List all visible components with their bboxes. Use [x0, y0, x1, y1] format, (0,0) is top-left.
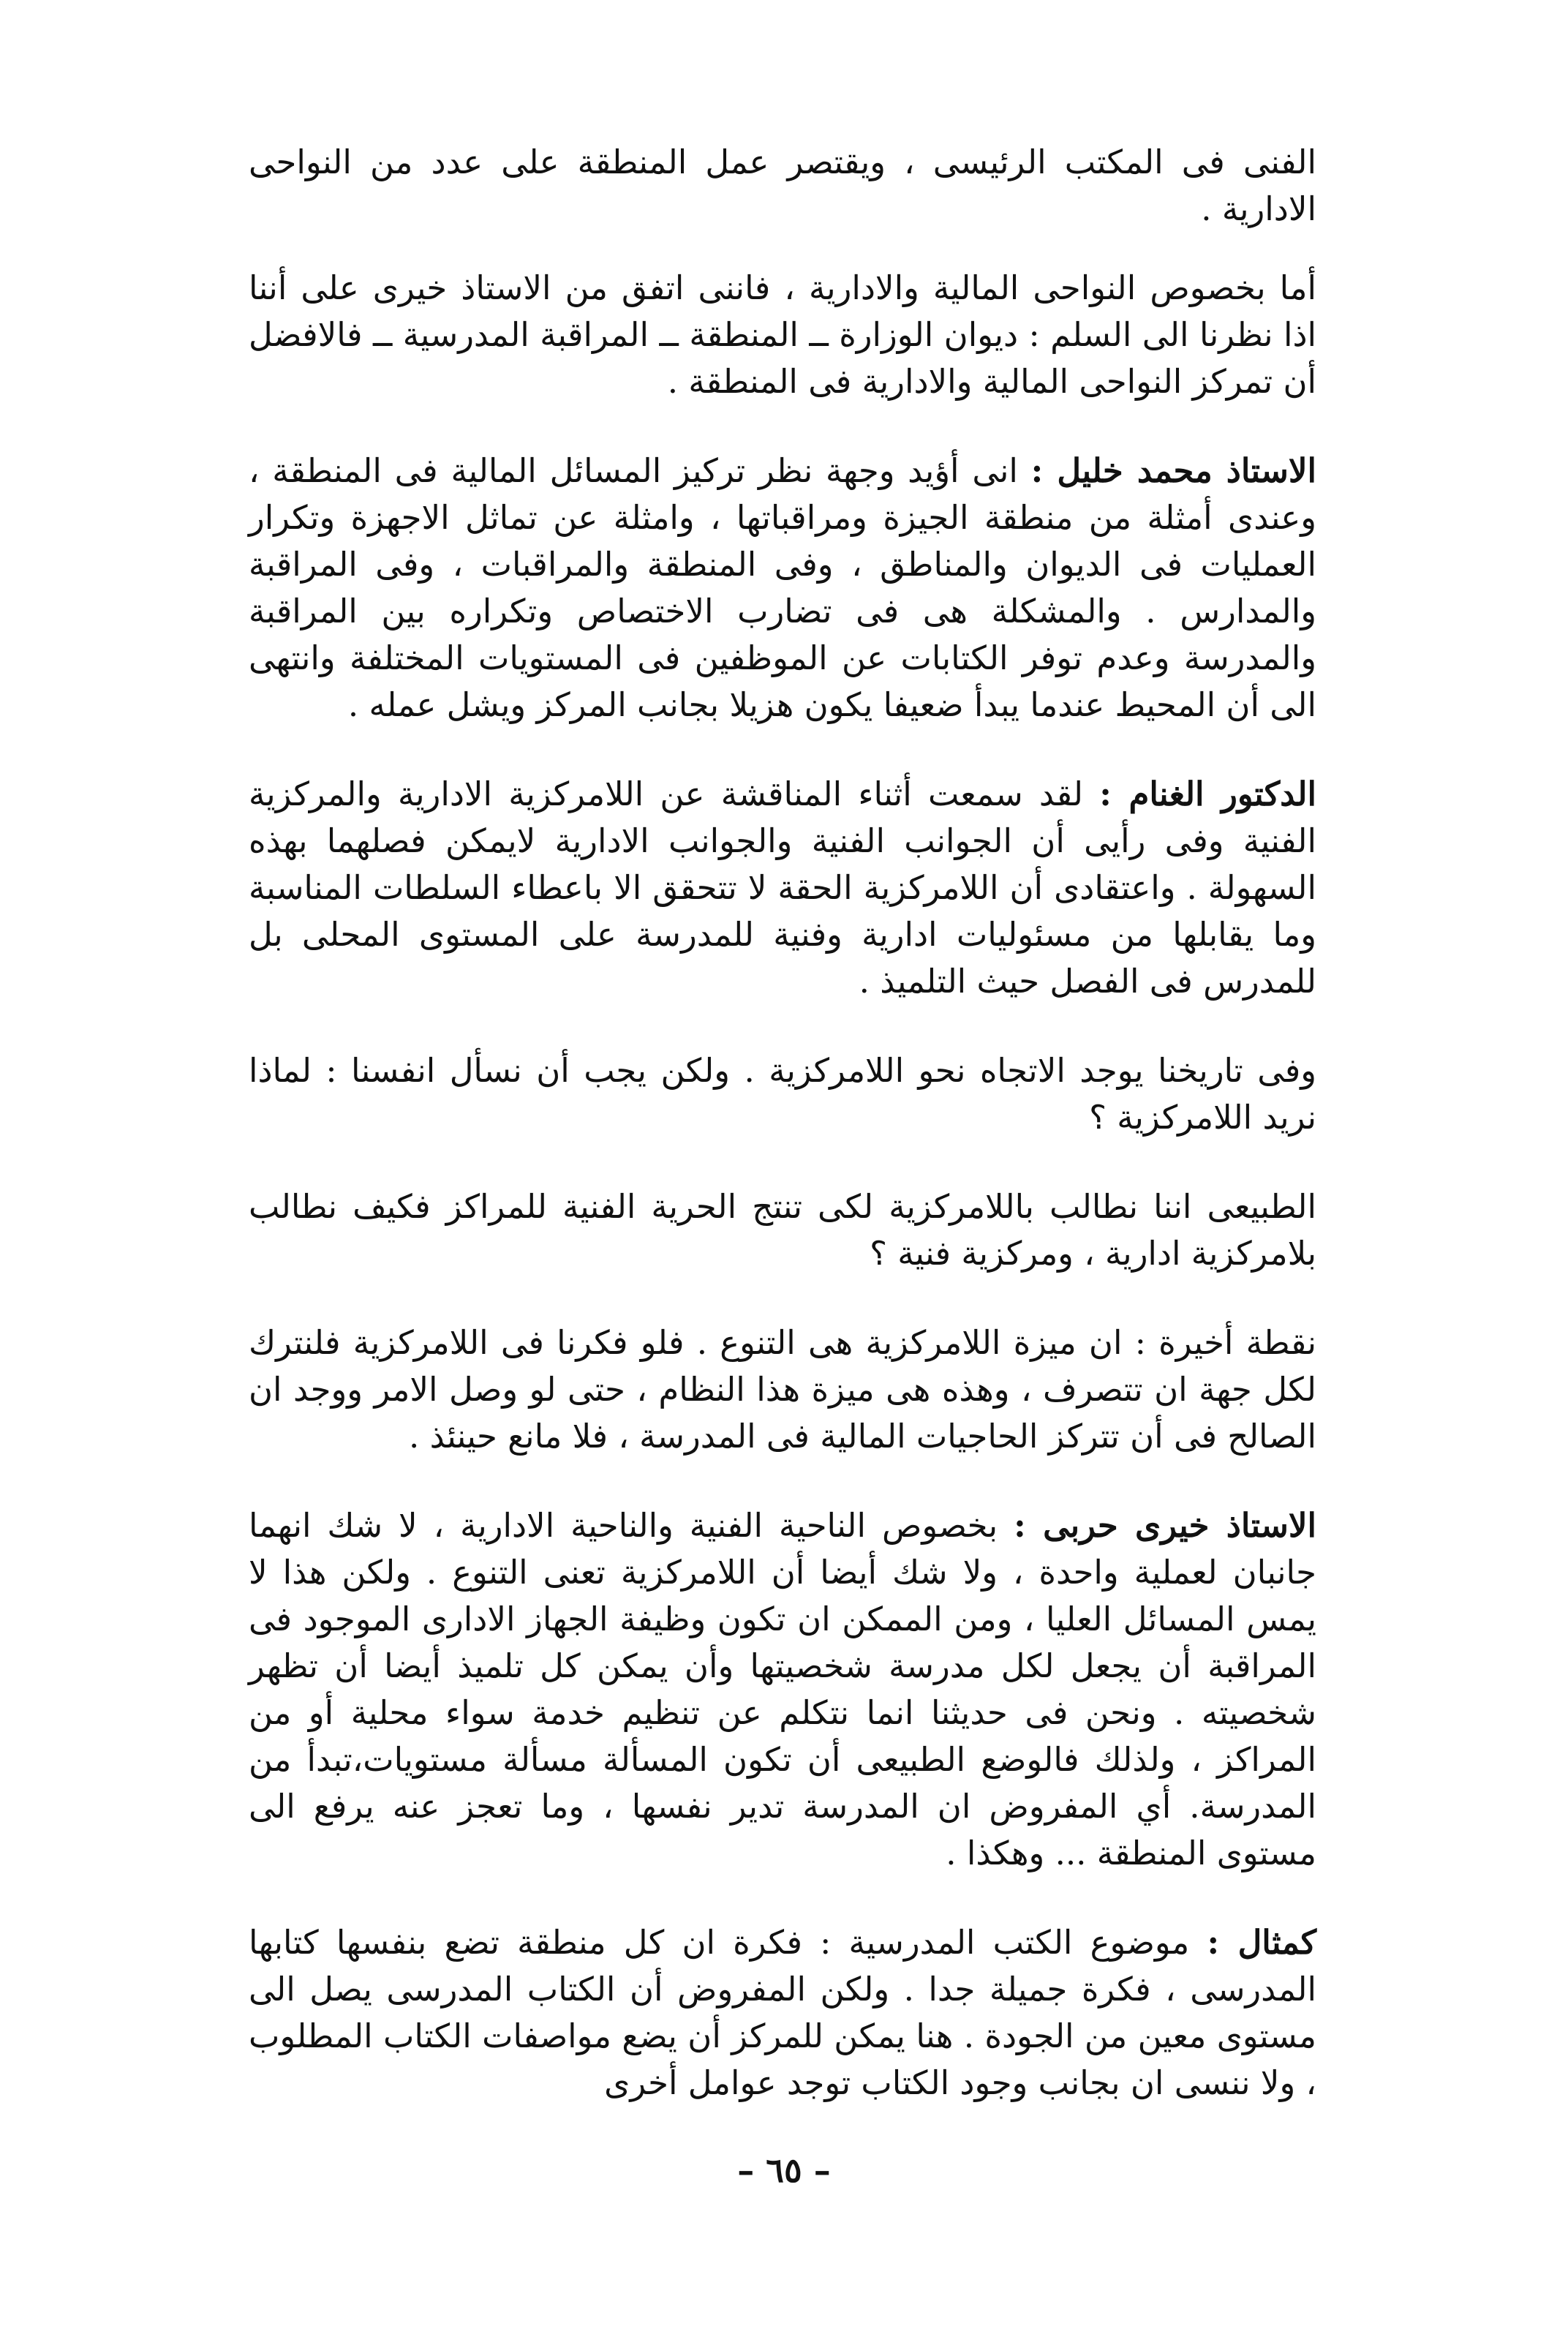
paragraph-text: موضوع الكتب المدرسية : فكرة ان كل منطقة تضع بنفسها كتابها المدرسى ، فكرة جميلة جدا . ولكن المفروض أن الكتاب المدرسى يصل الى مستوى معين من الجودة . هنا يمكن للمركز أن يضع مواصفات الكتاب المطلوب ، ولا ننسى ان بجانب وجود الكتاب توجد عوامل أخرى [249, 1923, 1316, 2102]
paragraph-text: بخصوص الناحية الفنية والناحية الادارية ، لا شك انهما جانبان لعملية واحدة ، ولا شك أيضا أن اللامركزية تعنى التنوع . ولكن هذا لا يمس المسائل العليا ، ومن الممكن ان تكون وظيفة الجهاز الادارى الموجود فى المراقبة أن يجعل لكل مدرسة شخصيتها وأن يمكن كل تلميذ أيضا أن تظهر شخصيته . ونحن فى حديثنا انما نتكلم عن تنظيم خدمة سواء محلية أو من المراكز ، ولذلك فالوضع الطبيعى أن تكون المسألة مسألة مستويات،تبدأ من المدرسة. أي المفروض ان المدرسة تدير نفسها ، وما تعجز عنه يرفع الى مستوى المنطقة ... وهكذا . [249, 1506, 1316, 1872]
paragraph-6 [249, 1183, 1316, 1277]
paragraph-9 [249, 1919, 1316, 2107]
page-number: – ٦٥ – [737, 2150, 831, 2190]
paragraph-7 [249, 1320, 1316, 1460]
speaker-name: كمثال : [1207, 1923, 1317, 1962]
paragraph-2 [249, 265, 1316, 405]
document-page [249, 139, 1316, 2149]
paragraph-text: الطبيعى اننا نطالب باللامركزية لكى تنتج الحرية الفنية للمراكز فكيف نطالب بلامركزية ادارية ، ومركزية فنية ؟ [249, 1187, 1316, 1273]
speaker-name: الاستاذ محمد خليل : [1030, 451, 1316, 490]
paragraph-text: لقد سمعت أثناء المناقشة عن اللامركزية الادارية والمركزية الفنية وفى رأيى أن الجوانب الفنية والجوانب الادارية لايمكن فصلهما بهذه السهولة . واعتقادى أن اللامركزية الحقة لا تتحقق الا باعطاء السلطات المناسبة وما يقابلها من مسئوليات ادارية وفنية للمدرسة على المستوى المحلى بل للمدرس فى الفصل حيث التلميذ . [249, 775, 1316, 1001]
speaker-name: الدكتور الغنام : [1099, 775, 1316, 813]
paragraph-text: أما بخصوص النواحى المالية والادارية ، فاننى اتفق من الاستاذ خيرى على أننا اذا نظرنا الى السلم : ديوان الوزارة ــ المنطقة ــ المراقبة المدرسية ــ فالافضل أن تمركز النواحى المالية والادارية فى المنطقة . [249, 268, 1316, 401]
paragraph-8 [249, 1502, 1316, 1877]
paragraph-1 [249, 139, 1316, 233]
paragraph-5 [249, 1047, 1316, 1141]
paragraph-text: انى أؤيد وجهة نظر تركيز المسائل المالية فى المنطقة ، وعندى أمثلة من منطقة الجيزة ومراقباتها ، وامثلة عن تماثل الاجهزة وتكرار العمليات فى الديوان والمناطق ، وفى المنطقة والمراقبات ، وفى المراقبة والمدارس . والمشكلة هى فى تضارب الاختصاص وتكراره بين المراقبة والمدرسة وعدم توفر الكتابات عن الموظفين فى المستويات المختلفة وانتهى الى أن المحيط عندما يبدأ ضعيفا يكون هزيلا بجانب المركز ويشل عمله . [249, 451, 1316, 724]
paragraph-text: نقطة أخيرة : ان ميزة اللامركزية هى التنوع . فلو فكرنا فى اللامركزية فلنترك لكل جهة ان تتصرف ، وهذه هى ميزة هذا النظام ، حتى لو وصل الامر ووجد ان الصالح فى أن تتركز الحاجيات المالية فى المدرسة ، فلا مانع حينئذ . [249, 1323, 1316, 1456]
paragraph-text: وفى تاريخنا يوجد الاتجاه نحو اللامركزية . ولكن يجب أن نسأل انفسنا : لماذا نريد اللامركزية ؟ [249, 1051, 1316, 1137]
paragraph-text: الفنى فى المكتب الرئيسى ، ويقتصر عمل المنطقة على عدد من النواحى الادارية . [249, 143, 1316, 228]
speaker-name: الاستاذ خيرى حربى : [1014, 1506, 1316, 1545]
paragraph-3 [249, 448, 1316, 729]
paragraph-4 [249, 771, 1316, 1005]
